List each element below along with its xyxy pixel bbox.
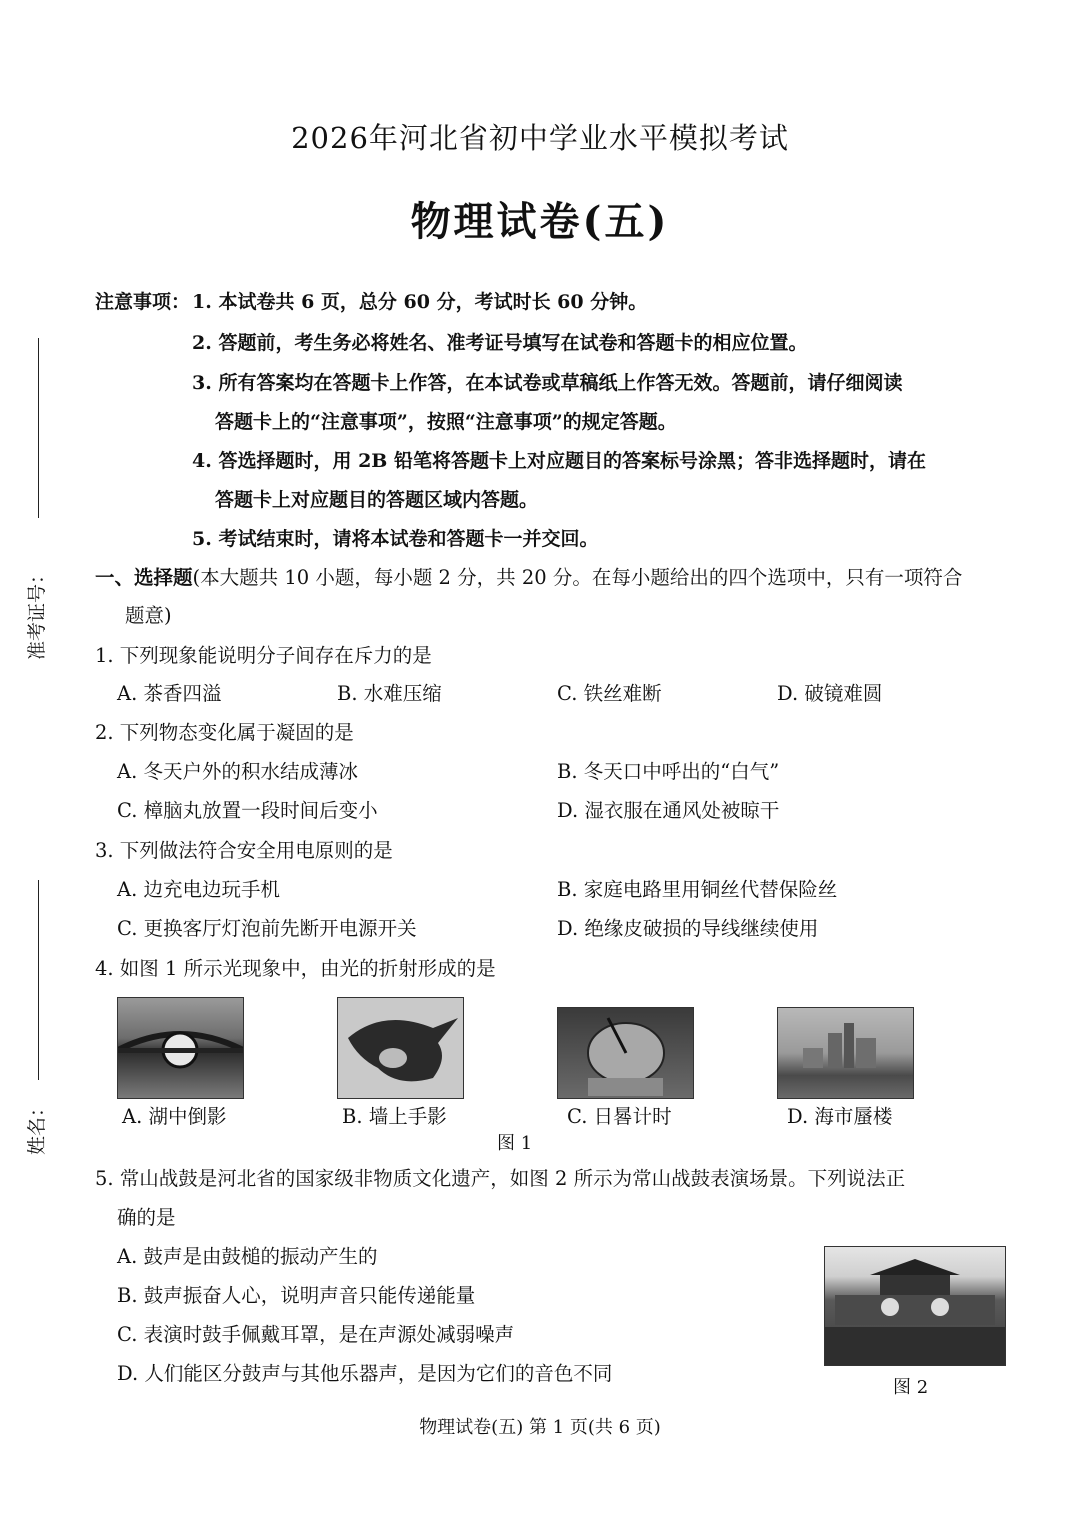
question-2-stem: 2. 下列物态变化属于凝固的是 [95, 721, 354, 744]
figure-1-caption-a: A. 湖中倒影 [122, 1105, 227, 1128]
section-title: 一、选择题 [95, 566, 193, 589]
figure-2-label: 图 2 [893, 1377, 929, 1398]
note-item-5: 5. 考试结束时，请将本试卷和答题卡一并交回。 [192, 528, 599, 550]
question-4-stem: 4. 如图 1 所示光现象中，由光的折射形成的是 [95, 957, 496, 980]
sundial-photo [557, 1007, 694, 1099]
question-2-option-b: B. 冬天口中呼出的“白气” [557, 760, 780, 783]
figure-1-label: 图 1 [497, 1133, 533, 1154]
question-1-option-d: D. 破镜难圆 [777, 682, 883, 705]
question-1-option-b: B. 水难压缩 [337, 682, 442, 705]
exam-number-label: 准考证号： [26, 564, 48, 660]
exam-number-line [38, 338, 39, 518]
question-2-option-a: A. 冬天户外的积水结成薄冰 [117, 760, 358, 783]
name-line [38, 880, 39, 1080]
question-1-stem: 1. 下列现象能说明分子间存在斥力的是 [95, 644, 432, 667]
paper-title: 物理试卷(五) [410, 198, 670, 245]
hand-shadow-illustration [338, 998, 463, 1098]
question-5-stem: 5. 常山战鼓是河北省的国家级非物质文化遗产，如图 2 所示为常山战鼓表演场景。下列说法正 [95, 1167, 906, 1190]
page-footer: 物理试卷(五) 第 1 页(共 6 页) [419, 1417, 661, 1438]
question-3-option-d: D. 绝缘皮破损的导线继续使用 [557, 917, 819, 940]
note-item-3-cont: 答题卡上的“注意事项”，按照“注意事项”的规定答题。 [215, 411, 677, 433]
war-drum-performance-photo [824, 1246, 1006, 1366]
mirage-photo [777, 1007, 914, 1099]
figure-1-caption-b: B. 墙上手影 [342, 1105, 447, 1128]
sundial-illustration [558, 1008, 693, 1098]
hand-shadow-photo [337, 997, 464, 1099]
note-item-2: 2. 答题前，考生务必将姓名、准考证号填写在试卷和答题卡的相应位置。 [192, 332, 808, 354]
question-1-option-a: A. 茶香四溢 [117, 682, 222, 705]
lake-reflection-illustration [118, 998, 243, 1098]
note-item-4: 4. 答选择题时，用 2B 铅笔将答题卡上对应题目的答案标号涂黑；答非选择题时，请在 [192, 450, 926, 472]
note-item-1: 1. 本试卷共 6 页，总分 60 分，考试时长 60 分钟。 [192, 291, 648, 313]
note-item-3: 3. 所有答案均在答题卡上作答，在本试卷或草稿纸上作答无效。答题前，请仔细阅读 [192, 372, 903, 394]
war-drum-illustration [825, 1247, 1005, 1365]
question-5-stem-cont: 确的是 [117, 1206, 176, 1229]
question-3-option-a: A. 边充电边玩手机 [117, 878, 280, 901]
question-1-option-c: C. 铁丝难断 [557, 682, 662, 705]
question-2-option-c: C. 樟脑丸放置一段时间后变小 [117, 799, 378, 822]
lake-reflection-photo [117, 997, 244, 1099]
mirage-illustration [778, 1008, 913, 1098]
question-2-option-d: D. 湿衣服在通风处被晾干 [557, 799, 780, 822]
figure-1-caption-c: C. 日晷计时 [567, 1105, 672, 1128]
exam-title: 2026年河北省初中学业水平模拟考试 [291, 121, 789, 155]
section-desc-cont: 题意) [125, 604, 172, 627]
section-heading [95, 565, 962, 591]
question-5-option-a: A. 鼓声是由鼓槌的振动产生的 [117, 1245, 378, 1268]
question-5-option-b: B. 鼓声振奋人心，说明声音只能传递能量 [117, 1284, 476, 1307]
section-desc: (本大题共 10 小题，每小题 2 分，共 20 分。在每小题给出的四个选项中，只有一项符合 [192, 566, 963, 589]
name-label: 姓名： [26, 1097, 48, 1155]
question-3-stem: 3. 下列做法符合安全用电原则的是 [95, 839, 393, 862]
question-3-option-b: B. 家庭电路里用铜丝代替保险丝 [557, 878, 838, 901]
question-5-option-d: D. 人们能区分鼓声与其他乐器声，是因为它们的音色不同 [117, 1362, 613, 1385]
note-item-4-cont: 答题卡上对应题目的答题区域内答题。 [215, 489, 539, 511]
figure-1-caption-d: D. 海市蜃楼 [787, 1105, 893, 1128]
notes-label: 注意事项： [95, 291, 191, 313]
question-3-option-c: C. 更换客厅灯泡前先断开电源开关 [117, 917, 417, 940]
question-5-option-c: C. 表演时鼓手佩戴耳罩，是在声源处减弱噪声 [117, 1323, 515, 1346]
